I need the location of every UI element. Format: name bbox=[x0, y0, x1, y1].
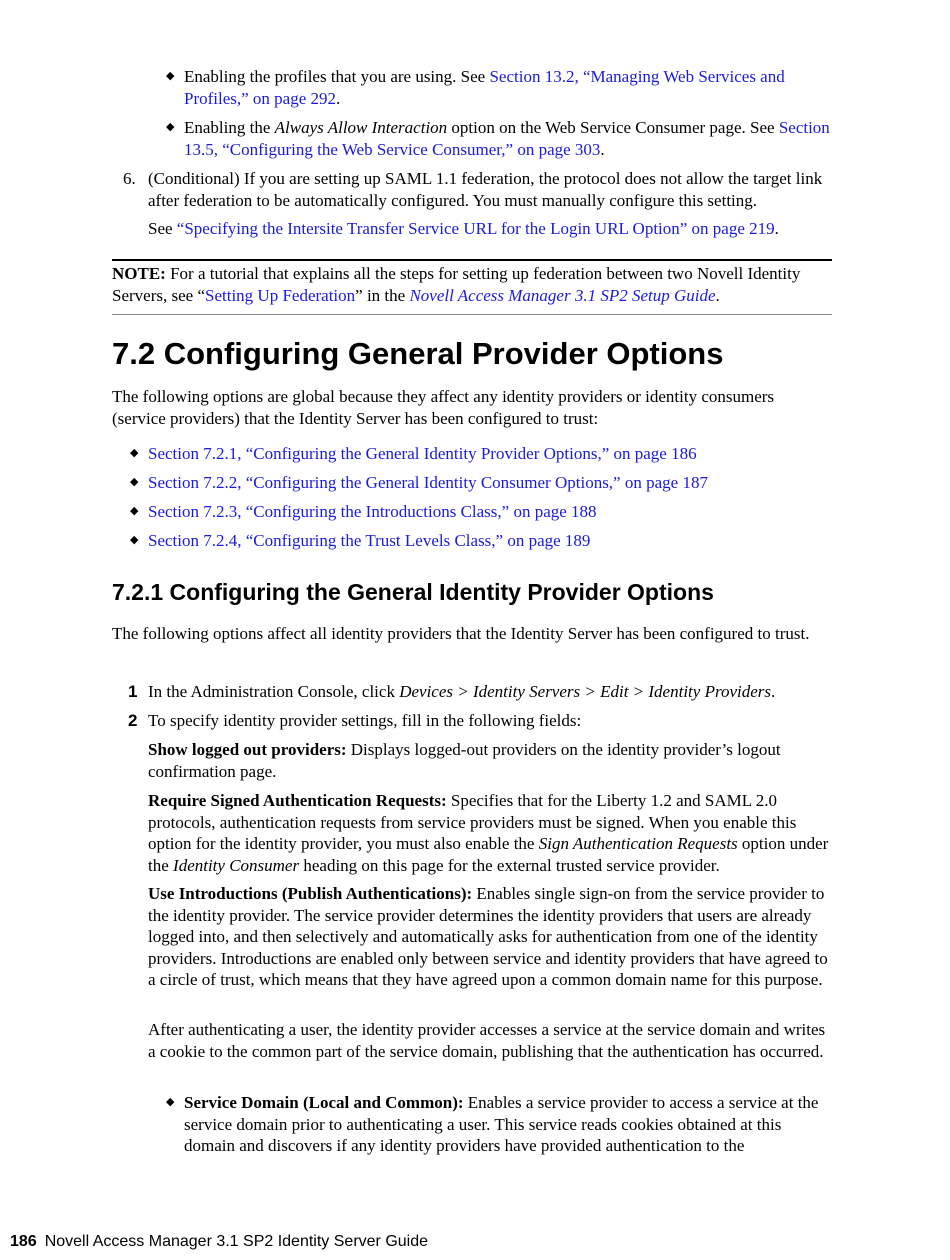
note-top-rule bbox=[112, 259, 832, 261]
step-6-number: 6. bbox=[123, 169, 136, 188]
link-intersite-transfer[interactable]: “Specifying the Intersite Transfer Service URL for the Login URL Option” on page 219 bbox=[176, 219, 775, 238]
bullet-icon: ◆ bbox=[130, 447, 139, 459]
step-6-text: (Conditional) If you are setting up SAML 1.1 federation, the protocol does not allow the target link after federation to be automatically configured. You must manually configure this setting. bbox=[148, 169, 823, 210]
section-7-2-heading: 7.2 Configuring General Provider Options bbox=[112, 336, 724, 371]
link-setting-up-federation[interactable]: Setting Up Federation bbox=[205, 285, 356, 305]
link-section-7-2-4[interactable]: Section 7.2.4, “Configuring the Trust Levels Class,” on page 189 bbox=[148, 531, 591, 550]
note-label: NOTE: bbox=[112, 264, 166, 283]
bullet-always-allow: Enabling the Always Allow Interaction option on the Web Service Consumer page. See Section 13.5, “Configuring the Web Service Consumer,” on page 303. bbox=[184, 118, 830, 159]
field-use-introductions: Use Introductions (Publish Authentications): Enables single sign-on from the service provider to the identity provider. The service provider determines the identity providers that users are already logged into, and then selectively and automatically asks for authentication from one of the identity providers. Introductions are enabled only between service and identity providers that have agreed to a circle of trust, which means that they have agreed upon a common domain name for this purpose. bbox=[148, 884, 828, 989]
link-section-13-2[interactable]: Section 13.2, “Managing Web Services and Profiles,” on page 292 bbox=[184, 67, 785, 108]
field-service-domain: Service Domain (Local and Common): Enables a service provider to access a service at the service domain prior to authenticating a user. This service reads cookies obtained at this domain and discovers if any identity providers have provided authentication to the bbox=[184, 1093, 819, 1155]
link-section-7-2-2[interactable]: Section 7.2.2, “Configuring the General Identity Consumer Options,” on page 187 bbox=[148, 473, 708, 492]
note-bottom-rule bbox=[112, 314, 832, 315]
bullet-icon: ◆ bbox=[166, 70, 175, 82]
footer-title: Novell Access Manager 3.1 SP2 Identity Server Guide bbox=[44, 1233, 429, 1250]
section-7-2-intro: The following options are global because they affect any identity providers or identity consumers (service providers) that the Identity Server has been configured to trust: bbox=[112, 387, 775, 428]
link-section-7-2-1[interactable]: Section 7.2.1, “Configuring the General Identity Provider Options,” on page 186 bbox=[148, 444, 697, 463]
link-section-7-2-3[interactable]: Section 7.2.3, “Configuring the Introductions Class,” on page 188 bbox=[148, 502, 597, 521]
bullet-icon: ◆ bbox=[130, 476, 139, 488]
step-2-text: To specify identity provider settings, fill in the following fields: bbox=[148, 711, 582, 730]
menu-path: Devices > Identity Servers > Edit > Identity Providers bbox=[399, 682, 771, 701]
link-section-13-5[interactable]: Section 13.5, “Configuring the Web Service Consumer,” on page 303 bbox=[184, 118, 830, 159]
field-show-logged-out: Show logged out providers: Displays logged-out providers on the identity provider’s logout confirmation page. bbox=[148, 740, 781, 781]
step-1-text: In the Administration Console, click Devices > Identity Servers > Edit > Identity Providers. bbox=[148, 682, 776, 701]
step-2-number: 2 bbox=[128, 711, 138, 730]
bullet-icon: ◆ bbox=[130, 534, 139, 546]
bullet-icon: ◆ bbox=[166, 121, 175, 133]
link-setup-guide[interactable]: Novell Access Manager 3.1 SP2 Setup Guide bbox=[409, 285, 716, 305]
note-block: NOTE: For a tutorial that explains all the steps for setting up federation between two Novell Identity Servers, see “Setting Up Federation” in the Novell Access Manager 3.1 SP2 Setup Guide. bbox=[112, 264, 801, 305]
bullet-icon: ◆ bbox=[166, 1096, 175, 1108]
field-require-signed: Require Signed Authentication Requests: Specifies that for the Liberty 1.2 and SAML 2.0 protocols, authentication requests from service providers must be signed. When you enable this option for the identity provider, you must also enable the Sign Authentication Requests option under the Identity Consumer heading on this page for the external trusted service provider. bbox=[148, 791, 829, 875]
section-7-2-1-heading: 7.2.1 Configuring the General Identity Provider Options bbox=[112, 579, 714, 605]
step-1-number: 1 bbox=[128, 682, 138, 701]
page-footer bbox=[10, 1231, 428, 1253]
after-authenticating-text: After authenticating a user, the identity provider accesses a service at the service domain and writes a cookie to the common part of the service domain, publishing that the authentication has occurred. bbox=[148, 1020, 826, 1061]
section-7-2-1-intro: The following options affect all identity providers that the Identity Server has been configured to trust. bbox=[112, 624, 810, 643]
step-6-see: See “Specifying the Intersite Transfer Service URL for the Login URL Option” on page 219. bbox=[148, 219, 779, 238]
bullet-icon: ◆ bbox=[130, 505, 139, 517]
page-number: 186 bbox=[10, 1233, 37, 1250]
bullet-profiles: Enabling the profiles that you are using. See Section 13.2, “Managing Web Services and Profiles,” on page 292. bbox=[184, 67, 785, 108]
